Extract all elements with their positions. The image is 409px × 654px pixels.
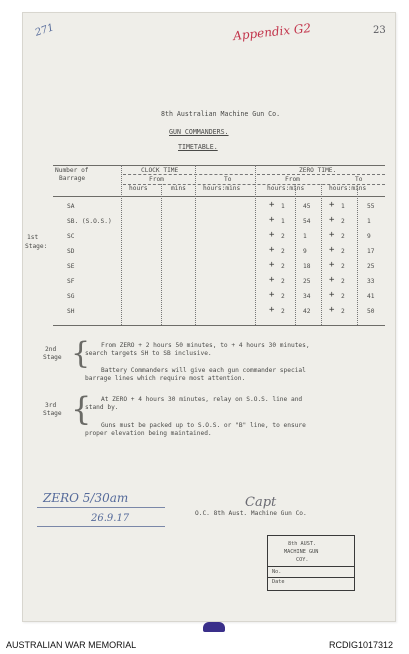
stamp-line-2: MACHINE GUN [284,549,319,555]
col-sep-7 [357,184,358,325]
zero-time-rule [257,174,385,175]
table-header-rule [53,196,385,197]
row-from-h: 2 [281,278,285,285]
row-barrage: SA [67,203,75,210]
row-from-m: 25 [303,278,311,285]
col-barrage-header: Barrage [59,175,86,182]
signature: Capt [245,495,277,510]
document-title: TIMETABLE. [178,143,218,151]
row-to-m: 33 [367,278,375,285]
row-to-h: 2 [341,218,345,225]
date-note-rule [37,526,165,527]
clock-time-rule [123,174,253,175]
stage3-line-3: Guns must be packed up to S.O.S. or "B" line, to ensure [101,422,306,429]
stage3-label: 3rd [45,402,57,409]
stage2-line-1: From ZERO + 2 hours 50 minutes, to + 4 hours 30 minutes, [101,342,310,349]
row-barrage: SD [67,248,75,255]
row-to-h: 2 [341,263,345,270]
document-subtitle: GUN COMMANDERS. [169,128,229,136]
unit-heading: 8th Australian Machine Gun Co. [161,110,281,118]
stage1-label-2: Stage: [25,243,48,250]
page-number: 23 [373,25,386,36]
date-note: 26.9.17 [91,513,130,524]
stage3-line-4: proper elevation being maintained. [85,430,212,437]
row-to-m: 25 [367,263,375,270]
col-sep-4 [255,165,256,325]
row-to-h: 2 [341,293,345,300]
row-from-h: 2 [281,263,285,270]
row-barrage: SB. (S.O.S.) [67,218,112,225]
brace-3: { [71,390,92,428]
stage2-label-2: Stage [43,354,62,361]
row-barrage: SG [67,293,75,300]
binder-clip-icon [203,622,225,632]
stamp-no: No. [272,569,282,575]
clock-from-mins: mins [171,185,186,192]
row-barrage: SF [67,278,75,285]
row-to-h: 1 [341,203,345,210]
clock-time-header: CLOCK TIME [141,167,179,174]
row-to-h: 2 [341,233,345,240]
zero-to-header: To [355,176,363,183]
zero-from-hoursmins: hours:mins [267,185,305,192]
zero-time-note: ZERO 5/30am [43,491,129,505]
col-number-header: Number of [55,167,89,174]
stage2-line-4: barrage lines which require most attention. [85,375,246,382]
stage1-label: 1st [27,234,39,241]
zero-note-rule [37,507,165,508]
row-from-h: 2 [281,233,285,240]
row-to-m: 50 [367,308,375,315]
footer-right: RCDIG1017312 [329,640,394,650]
col-sep-2 [161,184,162,325]
clock-from-hours: hours [129,185,148,192]
table-bottom-rule [53,325,385,326]
stage2-line-3: Battery Commanders will give each gun commander special [101,367,306,374]
folio-number: 271 [33,22,56,39]
stage3-line-1: At ZERO + 4 hours 30 minutes, relay on S.O.S. line and [101,396,303,403]
clock-from-header: From [149,176,164,183]
row-from-h: 2 [281,308,285,315]
row-from-m: 9 [303,248,307,255]
zero-from-header: From [285,176,300,183]
footer-left: AUSTRALIAN WAR MEMORIAL [6,640,137,650]
row-to-m: 41 [367,293,375,300]
oc-text: O.C. 8th Aust. Machine Gun Co. [195,510,307,517]
row-from-m: 42 [303,308,311,315]
stamp-date: Date [272,579,285,585]
row-to-m: 55 [367,203,375,210]
clock-to-hoursmins: hours:mins [203,185,241,192]
row-barrage: SH [67,308,75,315]
col-sep-3 [195,165,196,325]
row-from-h: 2 [281,248,285,255]
row-to-h: 2 [341,278,345,285]
row-from-m: 18 [303,263,311,270]
stage3-label-2: Stage [43,410,62,417]
row-to-m: 9 [367,233,371,240]
col-sep-5 [295,184,296,325]
brace-2: { [71,336,91,371]
appendix-note: Appendix G2 [232,20,312,44]
row-barrage: SE [67,263,75,270]
stage3-line-2: stand by. [85,404,119,411]
unit-stamp [267,535,355,591]
row-to-m: 1 [367,218,371,225]
stamp-line-1: 8th AUST. [288,541,317,547]
row-to-m: 17 [367,248,375,255]
row-from-m: 1 [303,233,307,240]
subheader-rule [123,184,385,185]
row-from-h: 1 [281,203,285,210]
row-to-h: 2 [341,248,345,255]
col-sep-1 [121,165,122,325]
row-to-h: 2 [341,308,345,315]
zero-to-hoursmins: hours:mins [329,185,367,192]
clock-to-header: To [224,176,232,183]
row-from-h: 2 [281,293,285,300]
document-page: 271 Appendix G2 23 8th Australian Machine Gun Co. GUN COMMANDERS. TIMETABLE. Number of Barrage CLOCK TIME ZERO TIME. From To From To hours mins hours:mins hours:mins hours:mins 1st Stage: SA + 1 45 + 1 55 SB. (S.O.S.) + 1 54 + 2 1 SC + 2 1 + 2 9 SD + 2 9 + 2 17 SE + 2 18 + 2 25 SF + 2 25 + 2 33 SG + 2 34 + 2 41 SH + 2 42 + 2 50 2nd Stage { From ZERO + 2 hours 50 minutes, to + 4 hours 30 minutes, search targets SH to SB inclusive. Battery Commanders will give each gun commander special barrage lines which require most attention. 3rd Stage { At ZERO + 4 hours 30 minutes, relay on S.O.S. line and stand by. Guns must be packed up to S.O.S. or "B" line, to ensure proper elevation being maintained. ZERO 5/30am 26.9.17 Capt O.C. 8th Aust. Machine Gun Co. 8th AUST. MACHINE GUN COY. No. Date [22,12,396,622]
row-from-m: 54 [303,218,311,225]
row-barrage: SC [67,233,75,240]
row-from-h: 1 [281,218,285,225]
stamp-line-3: COY. [296,557,309,563]
table-top-rule [53,165,385,166]
zero-time-header: ZERO TIME. [299,167,337,174]
stage2-line-2: search targets SH to SB inclusive. [85,350,212,357]
row-from-m: 45 [303,203,311,210]
col-sep-6 [321,184,322,325]
row-from-m: 34 [303,293,311,300]
stage2-label: 2nd [45,346,57,353]
